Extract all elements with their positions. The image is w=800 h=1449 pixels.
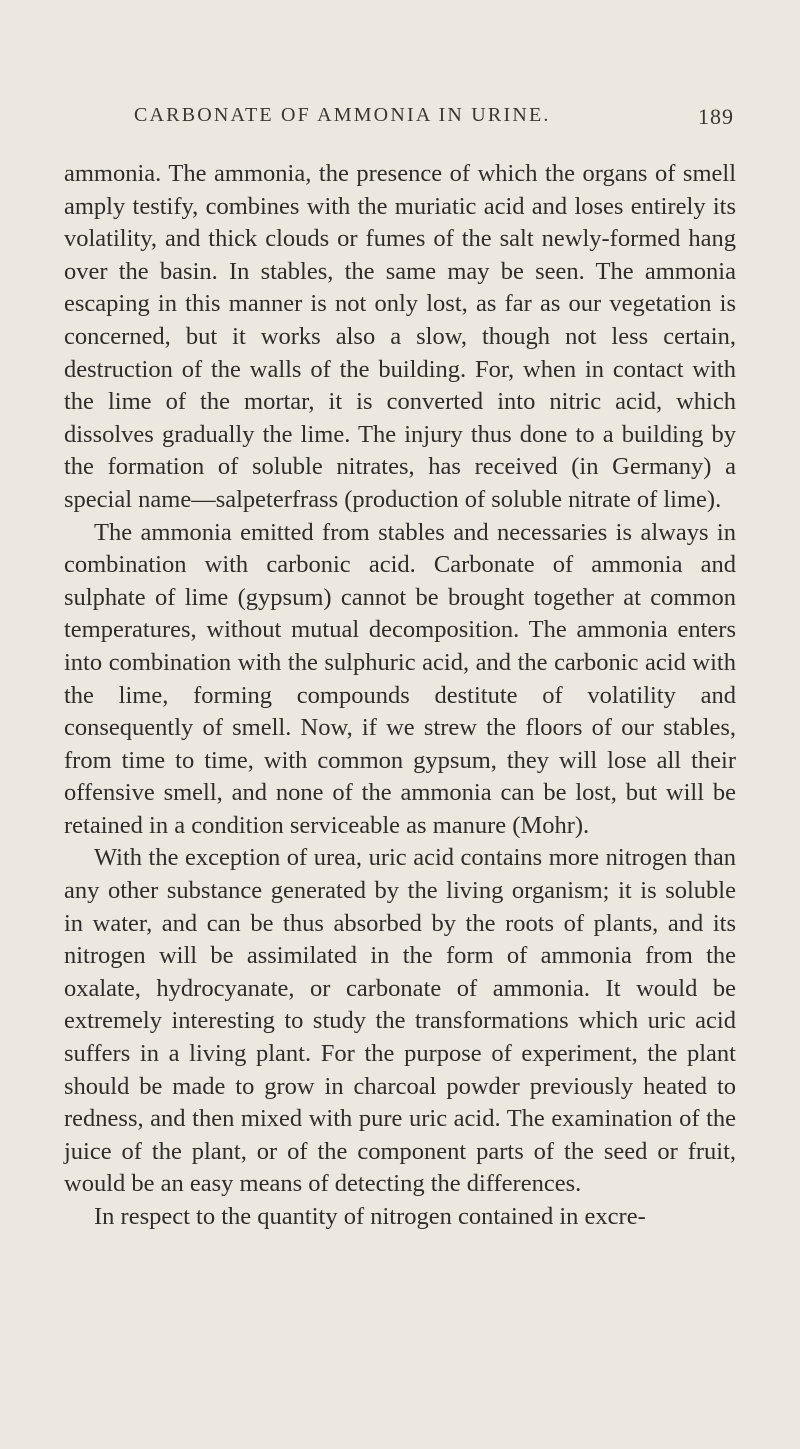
body-text — [64, 158, 736, 1234]
page-number: 189 — [698, 104, 734, 129]
running-head-title: CARBONATE OF AMMONIA IN URINE. — [134, 104, 551, 126]
paragraph-uric-acid: With the exception of urea, uric acid contains more nitrogen than any other substance generated by the living organism; it is soluble in water, and can be thus absorbed by the roots of plants, and its nitrogen will be assimilated in the form of ammonia from the oxalate, hydrocyanate, or carbonate of ammonia. It would be extremely interesting to study the transformations which uric acid suffers in a living plant. For the purpose of experiment, the plant should be made to grow in charcoal powder previously heated to redness, and then mixed with pure uric acid. The examination of the juice of the plant, or of the component parts of the seed or fruit, would be an easy means of detecting the differences. — [64, 844, 736, 1198]
running-head — [134, 104, 734, 134]
paragraph-nitrogen-quantity: In respect to the quantity of nitrogen contained in excre- — [94, 1203, 646, 1230]
paragraph-continuation: ammonia. The ammonia, the presence of which the organs of smell amply testify, combines with the muriatic acid and loses entirely its volatility, and thick clouds or fumes of the salt newly-formed hang over the basin. In stables, the same may be seen. The ammonia escaping in this manner is not only lost, as far as our vegetation is concerned, but it works also a slow, though not less certain, destruction of the walls of the building. For, when in contact with the lime of the mortar, it is converted into nitric acid, which dissolves gradually the lime. The injury thus done to a building by the formation of soluble nitrates, has received (in Germany) a special name—salpeterfrass (production of soluble nitrate of lime). — [64, 160, 736, 513]
paragraph-ammonia-stables: The ammonia emitted from stables and necessaries is always in combination with carbonic acid. Carbonate of ammonia and sulphate of lime (gypsum) cannot be brought together at common temperatures, without mutual decomposition. The ammonia enters into combination with the sulphuric acid, and the carbonic acid with the lime, forming compounds destitute of volatility and consequently of smell. Now, if we strew the floors of our stables, from time to time, with common gypsum, they will lose all their offensive smell, and none of the ammonia can be lost, but will be retained in a condition serviceable as manure (Mohr). — [64, 518, 736, 839]
